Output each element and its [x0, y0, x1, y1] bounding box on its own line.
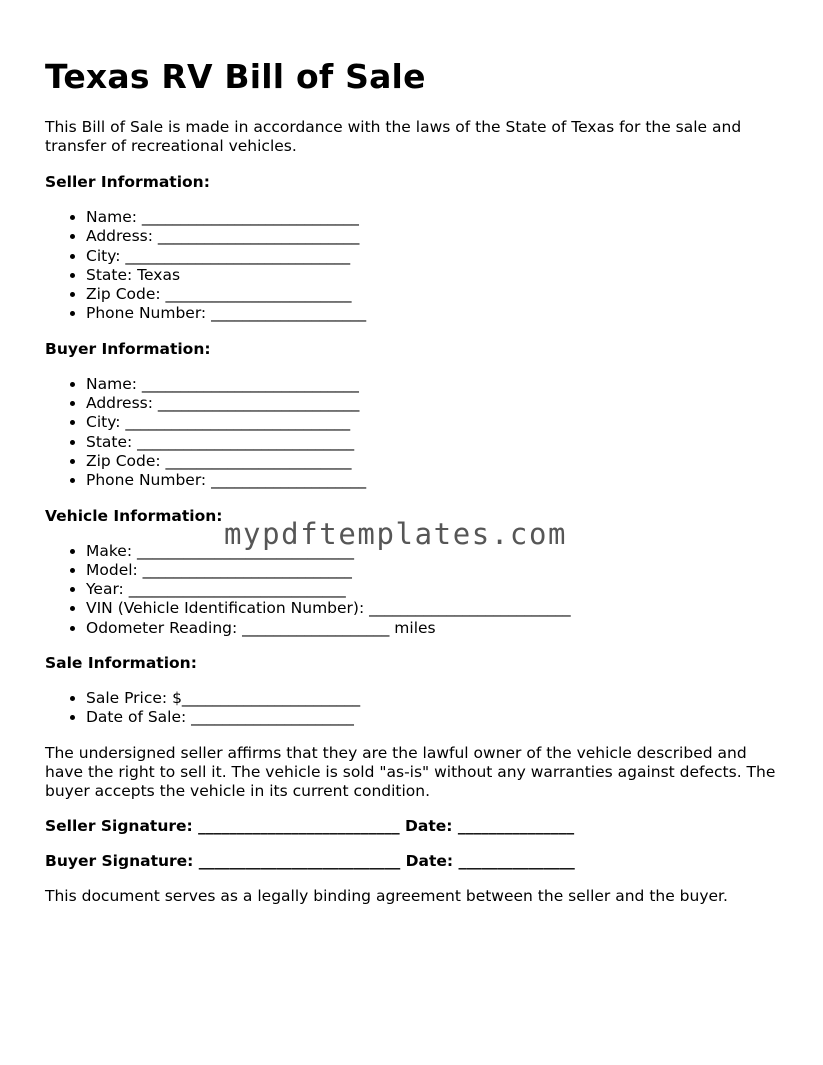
vehicle-year-field: • Year: ____________________________ — [86, 580, 785, 599]
document-page — [45, 56, 785, 906]
seller-signature-line: Seller Signature: __________________________ Date: _______________ — [45, 816, 575, 835]
seller-name-field: • Name: ____________________________ — [86, 208, 785, 227]
vehicle-info-list — [45, 542, 785, 638]
watermark-text: mypdftemplates.com — [224, 517, 568, 551]
seller-state-field: • State: Texas — [86, 266, 785, 285]
seller-info-list — [45, 208, 785, 324]
seller-address-field: • Address: __________________________ — [86, 227, 785, 246]
seller-phone-field: • Phone Number: ____________________ — [86, 304, 785, 323]
sale-price-field: • Sale Price: $_______________________ — [86, 689, 785, 708]
buyer-zip-field: • Zip Code: ________________________ — [86, 452, 785, 471]
buyer-info-list — [45, 375, 785, 491]
vehicle-vin-field: • VIN (Vehicle Identification Number): __________________________ — [86, 599, 785, 618]
buyer-signature-line: Buyer Signature: __________________________ Date: _______________ — [45, 851, 575, 870]
vehicle-odometer-field: • Odometer Reading: ___________________ miles — [86, 619, 785, 638]
buyer-section-heading: Buyer Information: — [45, 339, 211, 358]
seller-section-heading: Seller Information: — [45, 173, 210, 191]
seller-city-field: • City: _____________________________ — [86, 247, 785, 266]
seller-zip-field: • Zip Code: ________________________ — [86, 285, 785, 304]
buyer-address-field: • Address: __________________________ — [86, 394, 785, 413]
vehicle-model-field: • Model: ___________________________ — [86, 561, 785, 580]
vehicle-make-field: • Make: ____________________________ — [86, 542, 785, 561]
document-title: Texas RV Bill of Sale — [45, 57, 426, 96]
buyer-state-field: • State: ____________________________ — [86, 433, 785, 452]
sale-section-heading: Sale Information: — [45, 654, 197, 673]
vehicle-section-heading: Vehicle Information: — [45, 506, 223, 525]
buyer-city-field: • City: _____________________________ — [86, 413, 785, 432]
buyer-phone-field: • Phone Number: ____________________ — [86, 471, 785, 490]
sale-info-list — [45, 689, 785, 728]
intro-paragraph: This Bill of Sale is made in accordance with the laws of the State of Texas for the sale and transfer of recreational vehicles. — [45, 118, 742, 155]
affirmation-paragraph: The undersigned seller affirms that they are the lawful owner of the vehicle described and have the right to sell it. The vehicle is sold "as-is" without any warranties against defects. The buyer accepts the vehicle in its current condition. — [45, 743, 776, 800]
closing-statement: This document serves as a legally binding agreement between the seller and the buyer. — [45, 886, 728, 905]
sale-date-field: • Date of Sale: _____________________ — [86, 708, 785, 727]
buyer-name-field: • Name: ____________________________ — [86, 375, 785, 394]
